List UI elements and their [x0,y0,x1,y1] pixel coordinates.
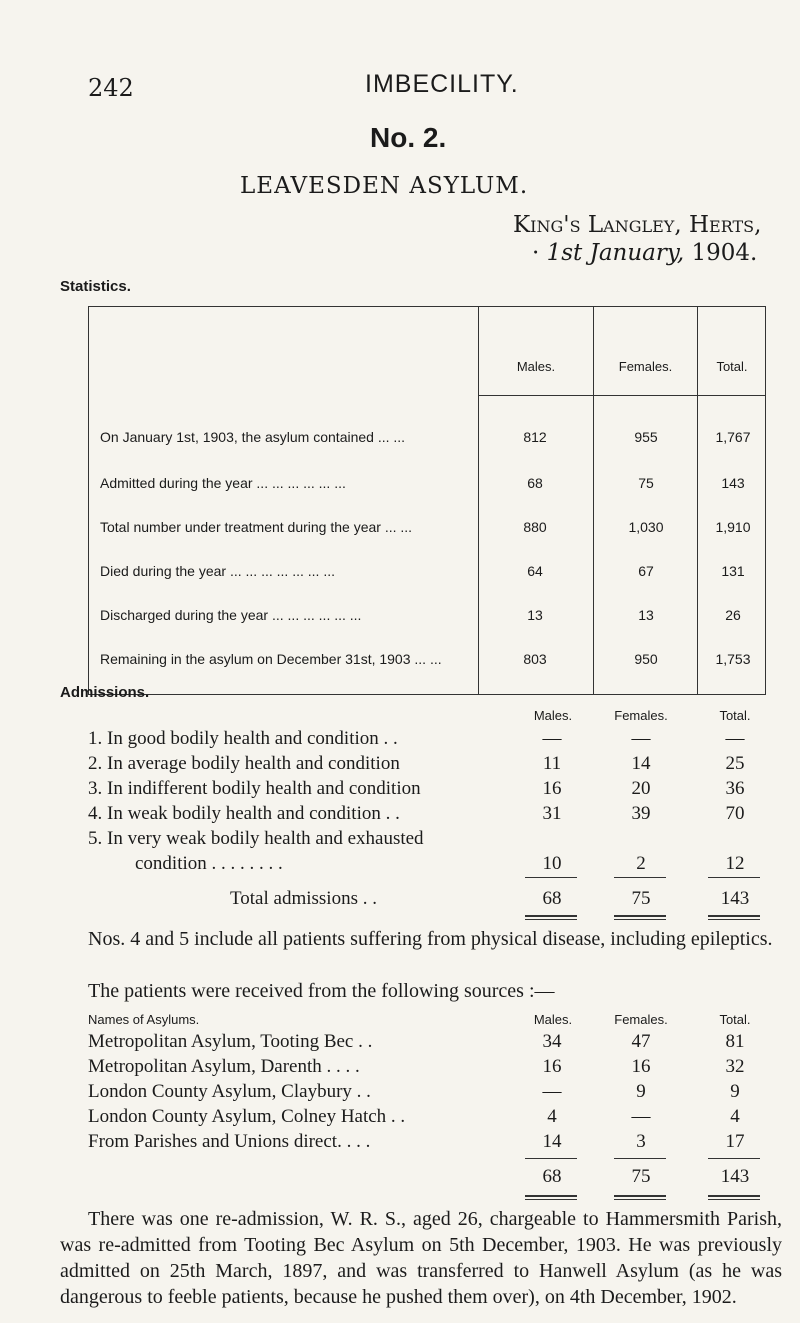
sources-col-males: Males. [533,1012,573,1027]
location-line: King's Langley, Herts, [513,212,762,238]
header-underline [478,395,765,396]
total-admissions-label: Total admissions . . [230,888,377,909]
double-rule [708,1195,760,1200]
admission-value: 10 [542,853,562,874]
stats-value: 803 [523,651,547,667]
admissions-note: Nos. 4 and 5 include all patients suffering from physical disease, including epileptics. [88,928,773,950]
admission-category: 1. In good bodily health and condition . . [88,728,398,749]
source-value: — [542,1081,562,1102]
table-bottom-rule [88,694,765,695]
stats-value: 1,030 [628,519,664,535]
admission-value: 39 [631,803,651,824]
admission-total: 143 [720,888,750,909]
sources-col-females: Females. [614,1012,668,1027]
source-asylum-name: From Parishes and Unions direct. . . . [88,1131,371,1152]
table-left-rule [88,306,89,695]
asylum-name: LEAVESDEN ASYLUM. [240,173,529,199]
stats-col-total: Total. [716,359,748,374]
table-right-rule [765,306,766,695]
admission-value: 11 [542,753,562,774]
running-title: IMBECILITY. [365,70,519,98]
stats-value: 1,910 [715,519,751,535]
source-value: 14 [542,1131,562,1152]
admissions-heading: Admissions. [60,684,150,701]
source-asylum-name: Metropolitan Asylum, Darenth . . . . [88,1056,360,1077]
admission-value: 70 [725,803,745,824]
stats-row-label: On January 1st, 1903, the asylum contained ... ... [100,429,406,445]
sum-rule [614,877,666,878]
source-value: 9 [636,1081,646,1102]
admission-category: 4. In weak bodily health and condition . . [88,803,400,824]
source-value: 16 [542,1056,562,1077]
admission-category: 3. In indifferent bodily health and condition [88,778,421,799]
stats-value: 67 [638,563,654,579]
source-value: 3 [636,1131,646,1152]
stats-value: 75 [638,475,654,491]
source-value: 4 [547,1106,557,1127]
adm-col-total: Total. [719,708,751,723]
col-divider-1 [478,306,479,695]
sources-col-names: Names of Asylums. [88,1012,200,1027]
sum-rule [614,1158,666,1159]
stats-row-label: Admitted during the year ... ... ... ... ... ... [100,475,346,491]
admission-value: — [631,728,651,749]
stats-value: 143 [721,475,745,491]
source-asylum-name: Metropolitan Asylum, Tooting Bec . . [88,1031,373,1052]
stats-value: 13 [527,607,543,623]
readmission-paragraph: There was one re-admission, W. R. S., aged 26, chargeable to Hammersmith Parish, was re-admitted from Tooting Bec Asylum on 5th December, 1903. He was previously admitted on 25th March, 1897, and was transferred to Hanwell Asylum (as he was dangerous to feeble patients, because he pushed them over), on 4th December, 1902. [60,1208,782,1308]
sum-rule [525,1158,577,1159]
admission-value: 31 [542,803,562,824]
stats-col-males: Males. [516,359,556,374]
page-number: 242 [88,74,134,102]
admission-category: condition . . . . . . . . [135,853,283,874]
source-value: 16 [631,1056,651,1077]
source-asylum-name: London County Asylum, Colney Hatch . . [88,1106,406,1127]
stats-value: 1,753 [715,651,751,667]
date-line: · 1st January, 1904. [532,240,758,266]
stats-value: 68 [527,475,543,491]
admission-value: 12 [725,853,745,874]
source-value: 9 [730,1081,740,1102]
stats-col-females: Females. [618,359,673,374]
table-top-rule [88,306,765,307]
stats-value: 64 [527,563,543,579]
stats-value: 131 [721,563,745,579]
admission-category: 5. In very weak bodily health and exhausted [88,828,424,849]
adm-col-males: Males. [533,708,573,723]
date-prefix: 1st January, [546,240,685,266]
col-divider-2 [593,306,594,695]
date-year: 1904. [684,240,758,266]
sources-col-total: Total. [719,1012,751,1027]
sum-rule [525,877,577,878]
stats-row-label: Total number under treatment during the year ... ... [100,519,413,535]
double-rule [614,915,666,920]
admission-value: — [725,728,745,749]
stats-value: 880 [523,519,547,535]
source-value: 4 [730,1106,740,1127]
admission-total: 68 [542,888,562,909]
col-divider-3 [697,306,698,695]
statistics-heading: Statistics. [60,278,131,295]
admission-value: 16 [542,778,562,799]
admission-value: 25 [725,753,745,774]
source-total: 143 [720,1166,750,1187]
source-value: 32 [725,1056,745,1077]
double-rule [614,1195,666,1200]
stats-value: 26 [725,607,741,623]
source-value: 81 [725,1031,745,1052]
stats-value: 955 [634,429,658,445]
admission-value: — [542,728,562,749]
source-value: — [631,1106,651,1127]
stats-value: 1,767 [715,429,751,445]
stats-value: 13 [638,607,654,623]
stats-row-label: Remaining in the asylum on December 31st, 1903 ... ... [100,651,442,667]
source-total: 75 [631,1166,651,1187]
double-rule [708,915,760,920]
sum-rule [708,1158,760,1159]
source-total: 68 [542,1166,562,1187]
sum-rule [708,877,760,878]
source-value: 17 [725,1131,745,1152]
admission-value: 2 [636,853,646,874]
stats-value: 950 [634,651,658,667]
sources-intro: The patients were received from the following sources :— [88,980,555,1002]
double-rule [525,915,577,920]
source-value: 47 [631,1031,651,1052]
source-value: 34 [542,1031,562,1052]
double-rule [525,1195,577,1200]
stats-value: 812 [523,429,547,445]
stats-row-label: Died during the year ... ... ... ... ... ... ... [100,563,335,579]
source-asylum-name: London County Asylum, Claybury . . [88,1081,371,1102]
document-number: No. 2. [370,122,447,153]
admission-value: 14 [631,753,651,774]
admission-value: 20 [631,778,651,799]
admission-category: 2. In average bodily health and condition [88,753,400,774]
admission-total: 75 [631,888,651,909]
admission-value: 36 [725,778,745,799]
adm-col-females: Females. [614,708,668,723]
stats-row-label: Discharged during the year ... ... ... ... ... ... [100,607,362,623]
